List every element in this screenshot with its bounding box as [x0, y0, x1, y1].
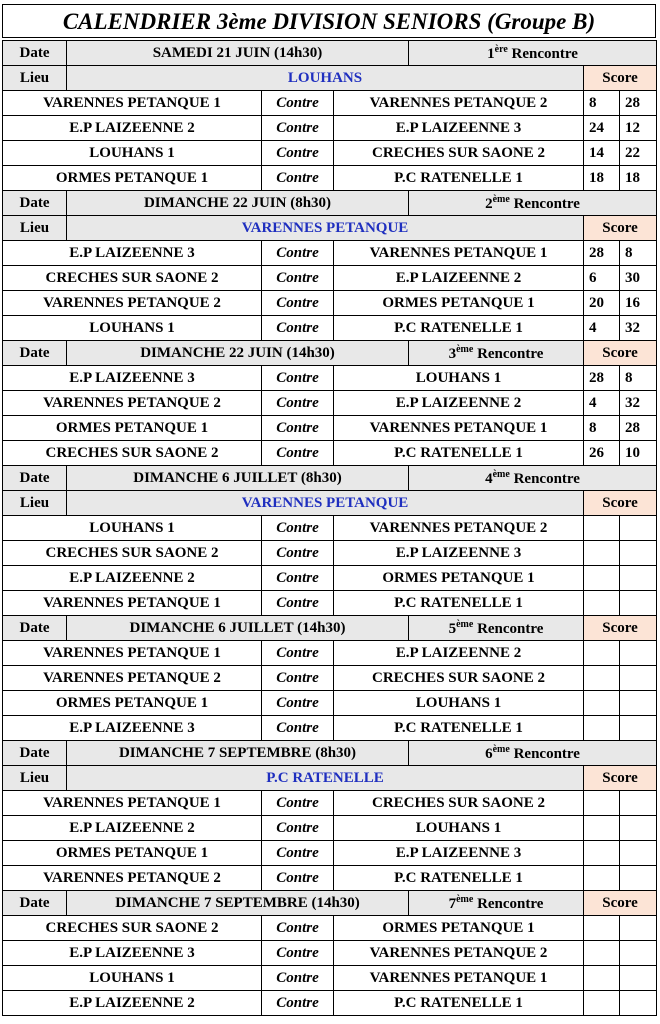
contre-label: Contre: [262, 166, 334, 191]
away-score: [620, 516, 657, 541]
match-date: SAMEDI 21 JUIN (14h30): [67, 41, 409, 66]
away-team: P.C RATENELLE 1: [334, 166, 584, 191]
venue-label: Lieu: [3, 66, 67, 91]
home-score: [584, 691, 620, 716]
home-score: [584, 516, 620, 541]
venue-label: Lieu: [3, 216, 67, 241]
away-team: LOUHANS 1: [334, 691, 584, 716]
home-score: 18: [584, 166, 620, 191]
venue-row: [3, 216, 657, 241]
round-label: Rencontre: [513, 470, 580, 487]
contre-label: Contre: [262, 141, 334, 166]
home-score: 8: [584, 416, 620, 441]
match-row: [3, 816, 657, 841]
away-team: E.P LAIZEENNE 2: [334, 641, 584, 666]
contre-label: Contre: [262, 391, 334, 416]
away-score: 32: [620, 316, 657, 341]
away-team: E.P LAIZEENNE 2: [334, 266, 584, 291]
venue-name: LOUHANS: [67, 66, 584, 91]
away-score: [620, 716, 657, 741]
home-score: [584, 941, 620, 966]
contre-label: Contre: [262, 791, 334, 816]
date-label: Date: [3, 191, 67, 216]
home-team: VARENNES PETANQUE 1: [3, 591, 262, 616]
home-score: 4: [584, 391, 620, 416]
venue-label: Lieu: [3, 491, 67, 516]
match-date: DIMANCHE 6 JUILLET (8h30): [67, 466, 409, 491]
away-team: E.P LAIZEENNE 2: [334, 391, 584, 416]
home-score: [584, 641, 620, 666]
home-team: VARENNES PETANQUE 2: [3, 666, 262, 691]
away-team: P.C RATENELLE 1: [334, 991, 584, 1016]
score-header: Score: [584, 891, 657, 916]
match-row: [3, 241, 657, 266]
match-row: [3, 116, 657, 141]
away-score: 12: [620, 116, 657, 141]
contre-label: Contre: [262, 441, 334, 466]
match-row: [3, 541, 657, 566]
match-row: [3, 266, 657, 291]
home-score: 20: [584, 291, 620, 316]
away-score: 28: [620, 416, 657, 441]
score-header: Score: [584, 66, 657, 91]
round-ordinal: ème: [456, 618, 474, 630]
contre-label: Contre: [262, 566, 334, 591]
contre-label: Contre: [262, 866, 334, 891]
venue-name: VARENNES PETANQUE: [67, 491, 584, 516]
away-score: [620, 566, 657, 591]
round-title: [409, 191, 657, 216]
contre-label: Contre: [262, 691, 334, 716]
home-team: E.P LAIZEENNE 3: [3, 716, 262, 741]
home-team: CRECHES SUR SAONE 2: [3, 266, 262, 291]
round-number: 6: [485, 745, 493, 762]
match-row: [3, 841, 657, 866]
away-score: 8: [620, 366, 657, 391]
match-row: [3, 516, 657, 541]
away-team: ORMES PETANQUE 1: [334, 566, 584, 591]
venue-row: [3, 66, 657, 91]
home-team: E.P LAIZEENNE 3: [3, 366, 262, 391]
match-date: DIMANCHE 6 JUILLET (14h30): [67, 616, 409, 641]
venue-row: [3, 766, 657, 791]
match-date: DIMANCHE 7 SEPTEMBRE (8h30): [67, 741, 409, 766]
round-ordinal: ème: [456, 893, 474, 905]
match-date: DIMANCHE 22 JUIN (14h30): [67, 341, 409, 366]
date-label: Date: [3, 466, 67, 491]
away-team: ORMES PETANQUE 1: [334, 291, 584, 316]
match-row: [3, 916, 657, 941]
match-row: [3, 716, 657, 741]
contre-label: Contre: [262, 541, 334, 566]
round-title: [409, 341, 584, 366]
page-title: CALENDRIER 3ème DIVISION SENIORS (Groupe B): [2, 4, 656, 38]
home-team: VARENNES PETANQUE 2: [3, 866, 262, 891]
contre-label: Contre: [262, 91, 334, 116]
match-row: [3, 441, 657, 466]
away-team: VARENNES PETANQUE 2: [334, 941, 584, 966]
away-team: CRECHES SUR SAONE 2: [334, 791, 584, 816]
contre-label: Contre: [262, 816, 334, 841]
away-score: [620, 916, 657, 941]
home-score: [584, 866, 620, 891]
away-team: CRECHES SUR SAONE 2: [334, 666, 584, 691]
contre-label: Contre: [262, 966, 334, 991]
date-label: Date: [3, 891, 67, 916]
date-label: Date: [3, 741, 67, 766]
home-score: 28: [584, 366, 620, 391]
score-header: Score: [584, 766, 657, 791]
venue-name: P.C RATENELLE: [67, 766, 584, 791]
home-score: 8: [584, 91, 620, 116]
away-score: [620, 991, 657, 1016]
away-team: E.P LAIZEENNE 3: [334, 841, 584, 866]
home-team: VARENNES PETANQUE 2: [3, 391, 262, 416]
match-row: [3, 141, 657, 166]
away-team: ORMES PETANQUE 1: [334, 916, 584, 941]
round-ordinal: ère: [494, 43, 508, 55]
match-row: [3, 566, 657, 591]
home-score: [584, 841, 620, 866]
home-team: ORMES PETANQUE 1: [3, 691, 262, 716]
home-team: VARENNES PETANQUE 2: [3, 291, 262, 316]
home-team: E.P LAIZEENNE 3: [3, 241, 262, 266]
away-team: CRECHES SUR SAONE 2: [334, 141, 584, 166]
home-team: E.P LAIZEENNE 2: [3, 991, 262, 1016]
away-team: E.P LAIZEENNE 3: [334, 116, 584, 141]
contre-label: Contre: [262, 516, 334, 541]
away-score: 8: [620, 241, 657, 266]
match-row: [3, 291, 657, 316]
score-header: Score: [584, 216, 657, 241]
date-row: [3, 616, 657, 641]
round-number: 5: [448, 620, 457, 637]
away-team: P.C RATENELLE 1: [334, 591, 584, 616]
contre-label: Contre: [262, 116, 334, 141]
match-row: [3, 791, 657, 816]
contre-label: Contre: [262, 416, 334, 441]
home-team: ORMES PETANQUE 1: [3, 841, 262, 866]
match-date: DIMANCHE 22 JUIN (8h30): [67, 191, 409, 216]
match-row: [3, 591, 657, 616]
away-score: [620, 666, 657, 691]
home-team: ORMES PETANQUE 1: [3, 416, 262, 441]
round-title: [409, 891, 584, 916]
away-score: [620, 966, 657, 991]
date-row: [3, 191, 657, 216]
round-number: 1: [487, 45, 495, 62]
home-team: VARENNES PETANQUE 1: [3, 91, 262, 116]
away-score: [620, 691, 657, 716]
away-score: 28: [620, 91, 657, 116]
round-title: [409, 741, 657, 766]
away-score: 18: [620, 166, 657, 191]
home-team: VARENNES PETANQUE 1: [3, 791, 262, 816]
home-team: CRECHES SUR SAONE 2: [3, 916, 262, 941]
match-row: [3, 166, 657, 191]
round-ordinal: ème: [492, 468, 510, 480]
match-row: [3, 666, 657, 691]
home-score: [584, 791, 620, 816]
round-ordinal: ème: [492, 743, 510, 755]
match-row: [3, 316, 657, 341]
home-score: 24: [584, 116, 620, 141]
away-team: VARENNES PETANQUE 2: [334, 91, 584, 116]
date-row: [3, 466, 657, 491]
date-row: [3, 41, 657, 66]
away-score: [620, 591, 657, 616]
home-score: [584, 716, 620, 741]
match-row: [3, 416, 657, 441]
score-header: Score: [584, 491, 657, 516]
away-team: P.C RATENELLE 1: [334, 866, 584, 891]
away-team: VARENNES PETANQUE 1: [334, 966, 584, 991]
away-score: [620, 941, 657, 966]
round-ordinal: ème: [492, 193, 510, 205]
away-team: P.C RATENELLE 1: [334, 316, 584, 341]
round-label: Rencontre: [513, 195, 580, 212]
contre-label: Contre: [262, 591, 334, 616]
match-row: [3, 991, 657, 1016]
away-score: [620, 866, 657, 891]
score-header: Score: [584, 341, 657, 366]
away-score: [620, 641, 657, 666]
contre-label: Contre: [262, 291, 334, 316]
home-score: 28: [584, 241, 620, 266]
round-label: Rencontre: [477, 620, 544, 637]
venue-row: [3, 491, 657, 516]
home-score: [584, 541, 620, 566]
contre-label: Contre: [262, 641, 334, 666]
home-team: VARENNES PETANQUE 1: [3, 641, 262, 666]
away-score: 30: [620, 266, 657, 291]
away-team: VARENNES PETANQUE 1: [334, 241, 584, 266]
venue-label: Lieu: [3, 766, 67, 791]
home-score: [584, 816, 620, 841]
match-date: DIMANCHE 7 SEPTEMBRE (14h30): [67, 891, 409, 916]
date-row: [3, 741, 657, 766]
match-row: [3, 941, 657, 966]
home-score: [584, 666, 620, 691]
home-team: CRECHES SUR SAONE 2: [3, 541, 262, 566]
contre-label: Contre: [262, 841, 334, 866]
away-team: LOUHANS 1: [334, 366, 584, 391]
round-title: [409, 616, 584, 641]
home-score: 6: [584, 266, 620, 291]
home-team: E.P LAIZEENNE 2: [3, 816, 262, 841]
away-score: [620, 541, 657, 566]
contre-label: Contre: [262, 916, 334, 941]
schedule-table: [2, 40, 657, 1016]
round-number: 3: [448, 345, 457, 362]
round-label: Rencontre: [513, 745, 580, 762]
home-score: [584, 591, 620, 616]
contre-label: Contre: [262, 941, 334, 966]
contre-label: Contre: [262, 241, 334, 266]
home-team: ORMES PETANQUE 1: [3, 166, 262, 191]
match-row: [3, 391, 657, 416]
contre-label: Contre: [262, 366, 334, 391]
away-score: 22: [620, 141, 657, 166]
home-team: LOUHANS 1: [3, 316, 262, 341]
away-team: LOUHANS 1: [334, 816, 584, 841]
date-row: [3, 341, 657, 366]
away-team: E.P LAIZEENNE 3: [334, 541, 584, 566]
away-score: 32: [620, 391, 657, 416]
contre-label: Contre: [262, 316, 334, 341]
round-label: Rencontre: [511, 45, 578, 62]
home-score: [584, 991, 620, 1016]
round-number: 4: [485, 470, 493, 487]
date-row: [3, 891, 657, 916]
away-score: [620, 816, 657, 841]
match-row: [3, 966, 657, 991]
home-score: [584, 566, 620, 591]
away-score: 10: [620, 441, 657, 466]
match-row: [3, 366, 657, 391]
contre-label: Contre: [262, 991, 334, 1016]
match-row: [3, 91, 657, 116]
home-score: 26: [584, 441, 620, 466]
home-score: [584, 916, 620, 941]
home-team: E.P LAIZEENNE 2: [3, 566, 262, 591]
match-row: [3, 866, 657, 891]
match-row: [3, 691, 657, 716]
contre-label: Contre: [262, 266, 334, 291]
home-score: 14: [584, 141, 620, 166]
home-team: CRECHES SUR SAONE 2: [3, 441, 262, 466]
round-number: 2: [485, 195, 493, 212]
round-ordinal: ème: [456, 343, 474, 355]
home-team: E.P LAIZEENNE 2: [3, 116, 262, 141]
contre-label: Contre: [262, 666, 334, 691]
home-team: LOUHANS 1: [3, 141, 262, 166]
round-title: [409, 41, 657, 66]
round-number: 7: [448, 895, 457, 912]
contre-label: Contre: [262, 716, 334, 741]
away-score: [620, 791, 657, 816]
round-label: Rencontre: [477, 345, 544, 362]
date-label: Date: [3, 41, 67, 66]
date-label: Date: [3, 616, 67, 641]
round-label: Rencontre: [477, 895, 544, 912]
home-team: LOUHANS 1: [3, 516, 262, 541]
score-header: Score: [584, 616, 657, 641]
away-score: 16: [620, 291, 657, 316]
round-title: [409, 466, 657, 491]
date-label: Date: [3, 341, 67, 366]
match-row: [3, 641, 657, 666]
away-team: P.C RATENELLE 1: [334, 441, 584, 466]
away-team: P.C RATENELLE 1: [334, 716, 584, 741]
venue-name: VARENNES PETANQUE: [67, 216, 584, 241]
home-team: LOUHANS 1: [3, 966, 262, 991]
away-team: VARENNES PETANQUE 2: [334, 516, 584, 541]
home-score: 4: [584, 316, 620, 341]
away-team: VARENNES PETANQUE 1: [334, 416, 584, 441]
away-score: [620, 841, 657, 866]
home-score: [584, 966, 620, 991]
home-team: E.P LAIZEENNE 3: [3, 941, 262, 966]
